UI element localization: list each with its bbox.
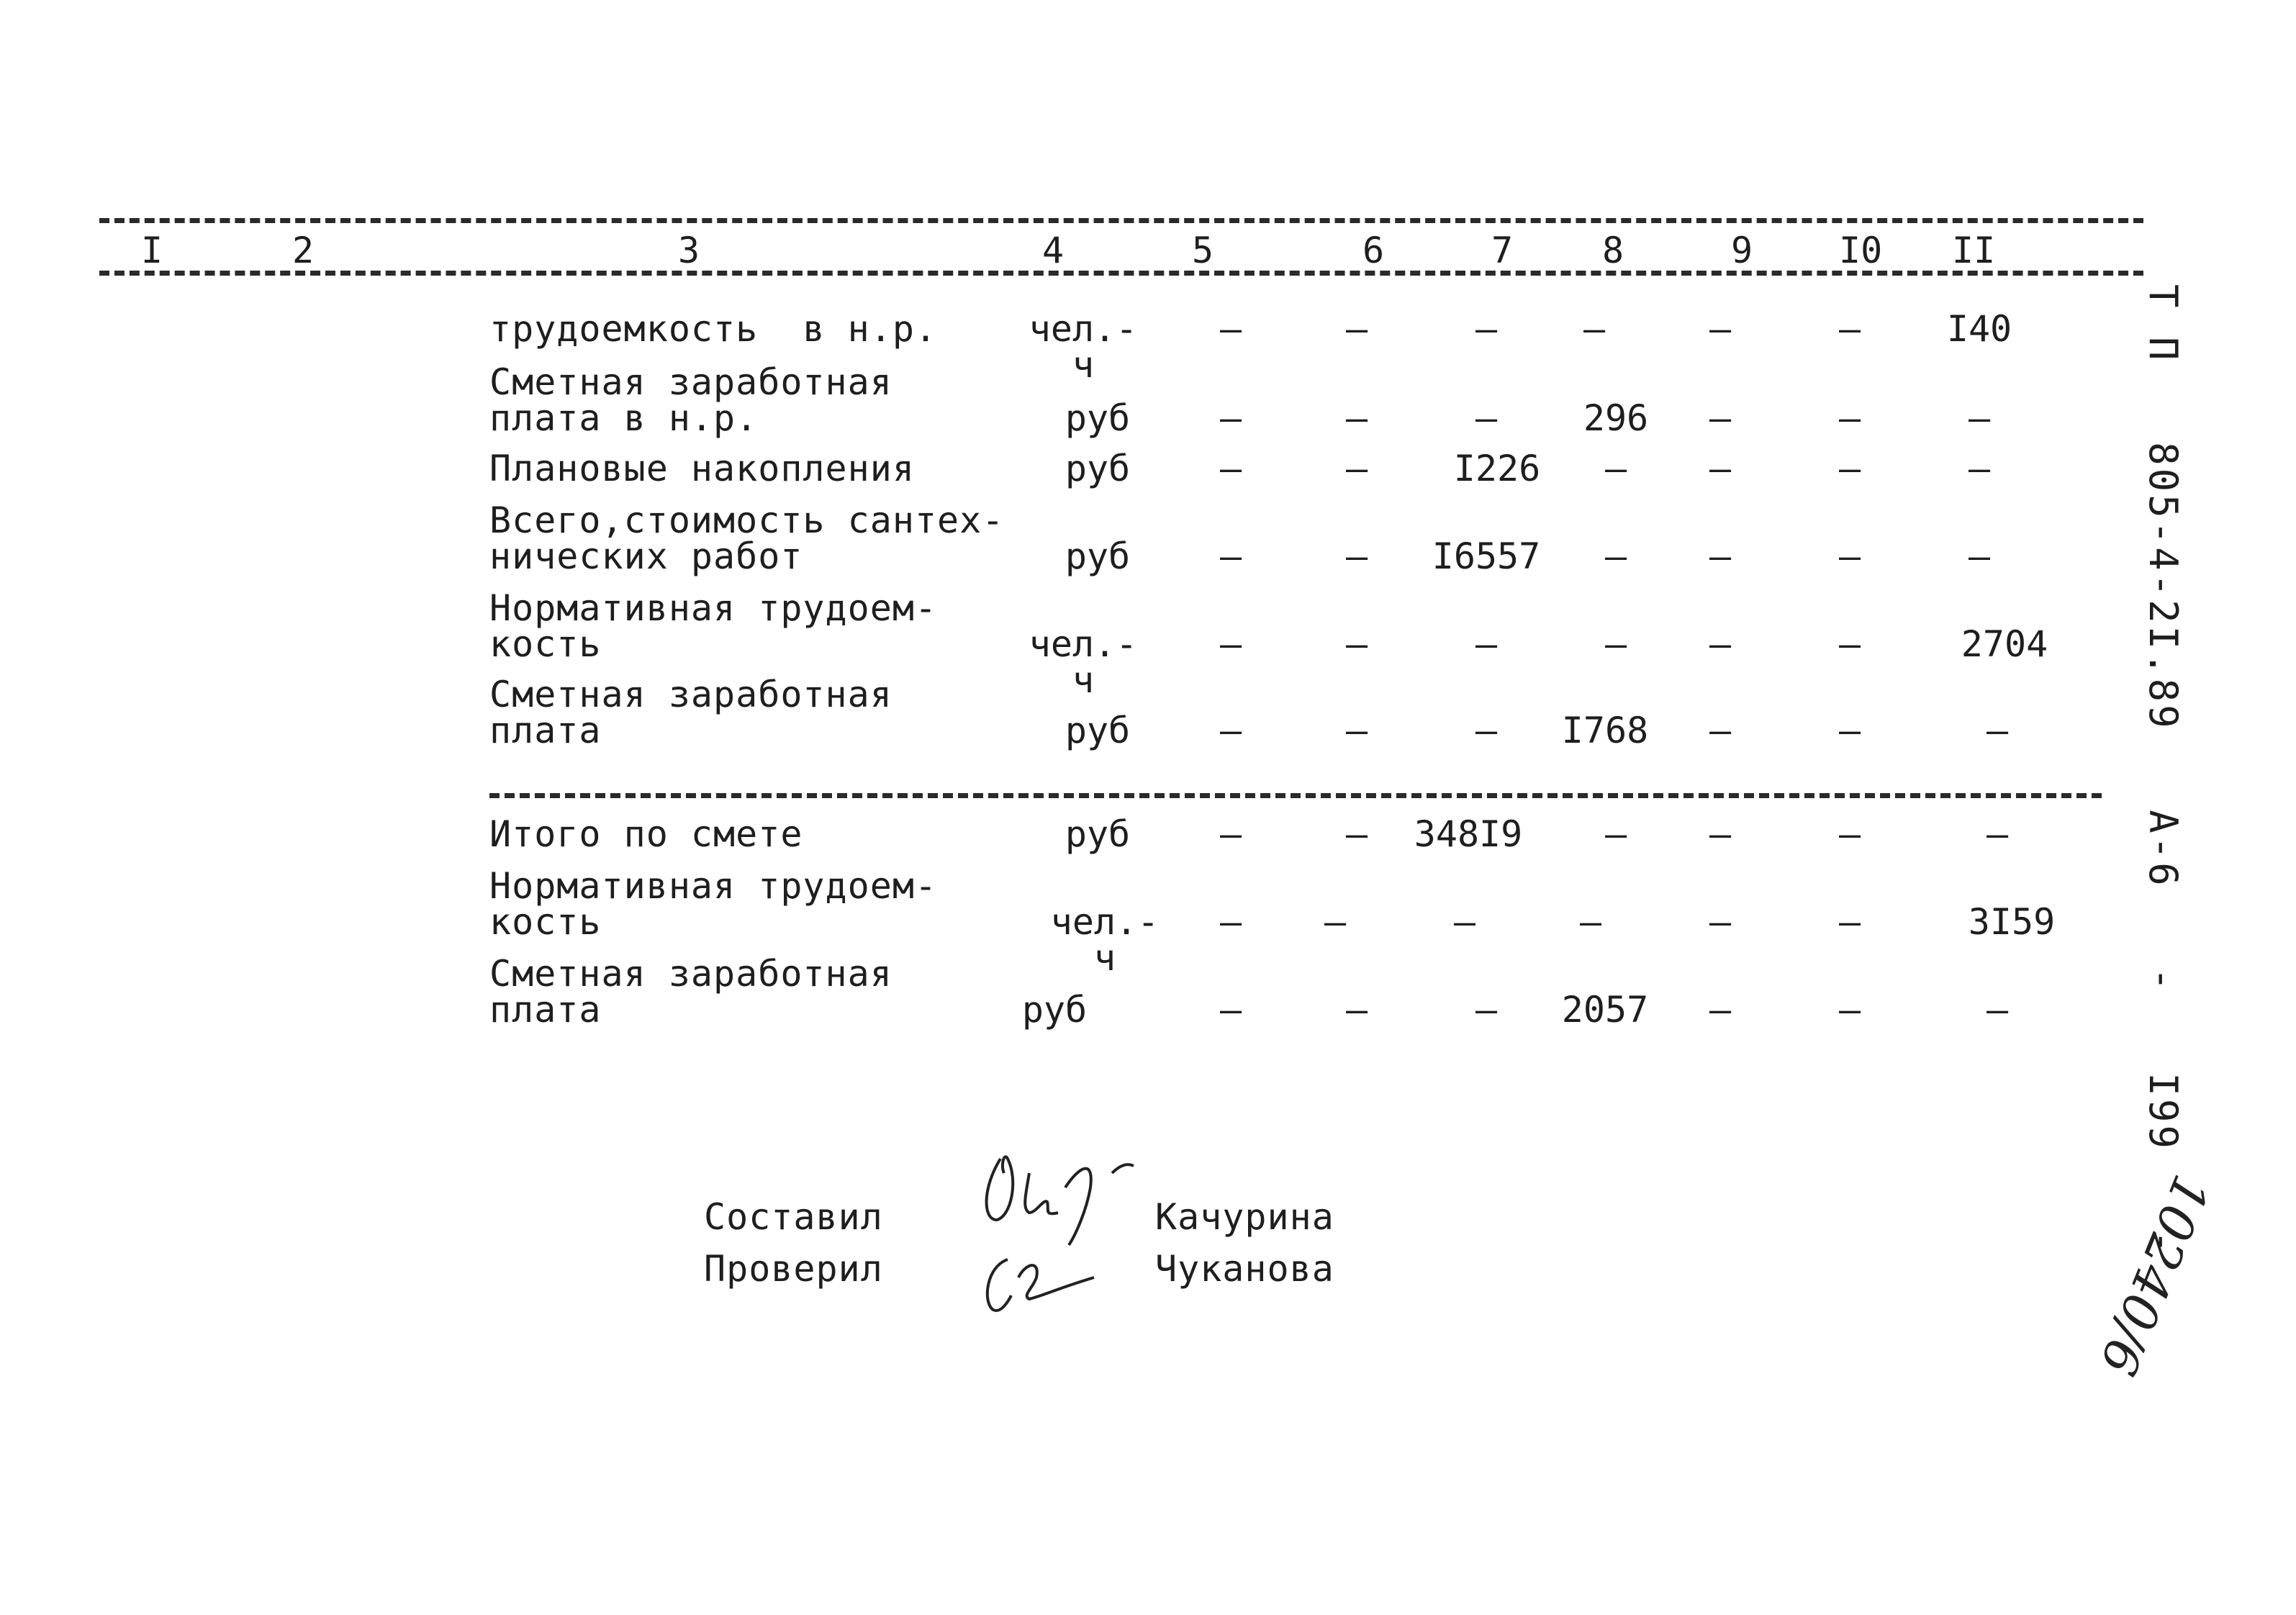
header-bottom-rule xyxy=(99,271,2143,276)
cell-col10: – xyxy=(1838,535,1861,577)
row-label: трудоемкость в н.р. xyxy=(489,308,938,350)
column-header-10: I0 xyxy=(1839,230,1883,271)
row-unit: руб xyxy=(1021,989,1088,1031)
total-separator-rule xyxy=(489,793,2102,798)
cell-col8: 296 xyxy=(1583,397,1649,439)
cell-col8: – xyxy=(1604,623,1627,665)
side-stamp-text: Т П 805-4-2I.89 А-6 - I99 - xyxy=(2141,284,2186,1257)
row-unit: руб xyxy=(1065,535,1131,577)
cell-col5: – xyxy=(1219,448,1242,489)
cell-col6: – xyxy=(1345,308,1368,350)
cell-col8: I768 xyxy=(1561,710,1649,751)
cell-col8: – xyxy=(1579,901,1602,943)
cell-col9: – xyxy=(1709,623,1732,665)
row-label: Итого по смете xyxy=(489,813,803,855)
column-header-8: 8 xyxy=(1602,230,1624,271)
inventory-number-text: 10240/6 xyxy=(2087,1167,2221,1383)
cell-col10: – xyxy=(1838,813,1861,855)
header-top-rule xyxy=(99,218,2143,223)
column-header-3: 3 xyxy=(678,230,700,271)
cell-col10: – xyxy=(1838,308,1861,350)
cell-col9: – xyxy=(1709,535,1732,577)
row-label: Сметная заработная xyxy=(489,674,892,715)
cell-col11: 2704 xyxy=(1961,623,2048,665)
column-header-11: II xyxy=(1952,230,1996,271)
cell-col11: – xyxy=(1968,535,1991,577)
row-label-line2: нических работ xyxy=(489,535,803,577)
column-header-6: 6 xyxy=(1362,230,1385,271)
row-label: Всего,стоимость сантех- xyxy=(489,499,1005,541)
cell-col5: – xyxy=(1219,989,1242,1031)
cell-col6: – xyxy=(1324,901,1347,943)
checked-signature xyxy=(979,1245,1108,1324)
cell-col11: – xyxy=(1986,989,2009,1031)
row-label: Нормативная трудоем- xyxy=(489,865,938,907)
cell-col8: – xyxy=(1604,448,1627,489)
cell-col9: – xyxy=(1709,448,1732,489)
row-unit: руб xyxy=(1065,397,1131,439)
row-label-line2: кость xyxy=(489,623,602,665)
row-unit: чел.-ч xyxy=(1050,901,1160,979)
cell-col6: – xyxy=(1345,535,1368,577)
cell-col6: – xyxy=(1345,448,1368,489)
cell-col6: – xyxy=(1345,813,1368,855)
cell-col9: – xyxy=(1709,397,1732,439)
column-header-1: I xyxy=(141,230,163,271)
cell-col5: – xyxy=(1219,623,1242,665)
cell-col9: – xyxy=(1709,989,1732,1031)
row-label: Нормативная трудоем- xyxy=(489,587,938,629)
cell-col7: – xyxy=(1453,901,1476,943)
cell-col7: I226 xyxy=(1453,448,1541,489)
cell-col9: – xyxy=(1709,710,1732,751)
cell-col11: – xyxy=(1968,397,1991,439)
cell-col10: – xyxy=(1838,710,1861,751)
row-label: Сметная заработная xyxy=(489,953,892,995)
column-header-4: 4 xyxy=(1042,230,1065,271)
checked-name: Чуканова xyxy=(1155,1248,1334,1290)
inventory-number xyxy=(2087,1167,2224,1418)
cell-col10: – xyxy=(1838,448,1861,489)
cell-col10: – xyxy=(1838,989,1861,1031)
cell-col7: I6557 xyxy=(1432,535,1541,577)
cell-col7: – xyxy=(1475,397,1498,439)
cell-col11: – xyxy=(1986,813,2009,855)
cell-col11: – xyxy=(1986,710,2009,751)
cell-col10: – xyxy=(1838,901,1861,943)
cell-col6: – xyxy=(1345,397,1368,439)
cell-col5: – xyxy=(1219,710,1242,751)
row-label: Плановые накопления xyxy=(489,448,915,489)
composed-label: Составил xyxy=(704,1196,883,1238)
cell-col5: – xyxy=(1219,308,1242,350)
row-unit: чел.-ч xyxy=(1029,623,1138,701)
row-label-line2: плата xyxy=(489,989,602,1031)
composed-name: Качурина xyxy=(1155,1196,1334,1238)
row-unit: руб xyxy=(1065,710,1131,751)
cell-col6: – xyxy=(1345,623,1368,665)
cell-col5: – xyxy=(1219,535,1242,577)
cell-col5: – xyxy=(1219,397,1242,439)
cell-col11: 3I59 xyxy=(1968,901,2056,943)
column-header-5: 5 xyxy=(1192,230,1214,271)
cell-col8: – xyxy=(1583,308,1606,350)
cell-col7: – xyxy=(1475,710,1498,751)
row-label-line2: плата xyxy=(489,710,602,751)
cell-col8: – xyxy=(1604,813,1627,855)
cell-col9: – xyxy=(1709,813,1732,855)
composed-signature xyxy=(979,1144,1152,1252)
cell-col7: – xyxy=(1475,308,1498,350)
cell-col7: – xyxy=(1475,989,1498,1031)
column-header-7: 7 xyxy=(1491,230,1514,271)
column-header-2: 2 xyxy=(292,230,315,271)
row-label-line2: плата в н.р. xyxy=(489,397,759,439)
cell-col10: – xyxy=(1838,397,1861,439)
cell-col11: – xyxy=(1968,448,1991,489)
cell-col11: I40 xyxy=(1946,308,2012,350)
row-label: Сметная заработная xyxy=(489,361,892,403)
cell-col6: – xyxy=(1345,989,1368,1031)
cell-col10: – xyxy=(1838,623,1861,665)
row-unit: чел.-ч xyxy=(1029,308,1138,386)
cell-col8: 2057 xyxy=(1561,989,1649,1031)
row-label-line2: кость xyxy=(489,901,602,943)
row-unit: руб xyxy=(1065,448,1131,489)
column-header-9: 9 xyxy=(1731,230,1753,271)
cell-col7: 348I9 xyxy=(1414,813,1523,855)
cell-col5: – xyxy=(1219,813,1242,855)
cell-col9: – xyxy=(1709,901,1732,943)
cell-col7: – xyxy=(1475,623,1498,665)
cell-col5: – xyxy=(1219,901,1242,943)
checked-label: Проверил xyxy=(704,1248,883,1290)
row-unit: руб xyxy=(1065,813,1131,855)
cell-col8: – xyxy=(1604,535,1627,577)
cell-col6: – xyxy=(1345,710,1368,751)
cell-col9: – xyxy=(1709,308,1732,350)
